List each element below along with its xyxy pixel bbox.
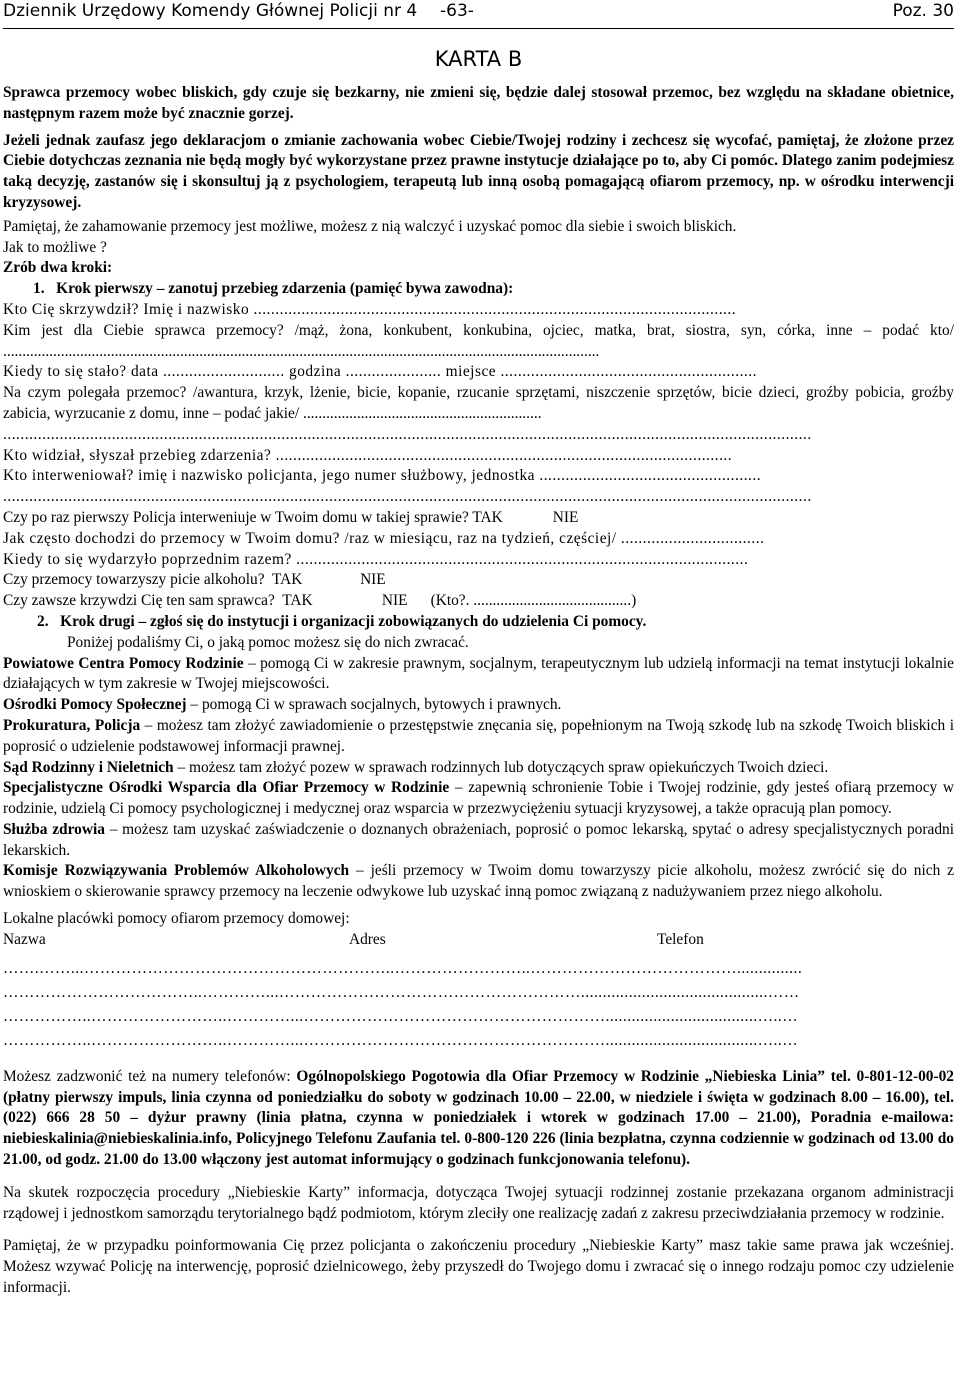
step1-q5: Kto widział, słyszał przebieg zdarzenia? ......................................................................................................... xyxy=(3,446,733,464)
local-row-2: ………………………………..…………...…………………………………………………...........................................…… xyxy=(3,983,800,1001)
institution-name: Prokuratura, Policja xyxy=(3,716,141,734)
local-row-1: …….……...…………………………………………………..……………………..…………………………………............... xyxy=(3,959,803,977)
closing-paragraph-2: Pamiętaj, że w przypadku poinformowania Cię przez policjanta o zakończeniu procedury „Niebieskie Karty” masz takie same prawa jak wcześniej. Możesz wzywać Policję na interwencję, poprosić dzielnicowego, żeby przyszedł do Twojego domu i zwracać się o innego rodzaju pomoc czy udzielenie informacji. xyxy=(3,1237,954,1297)
step2-heading: 2. Krok drugi – zgłoś się do instytucji i organizacji zobowiązanych do udzielenia Ci pomocy. xyxy=(37,612,647,630)
local-heading: Lokalne placówki pomocy ofiarom przemocy domowej: xyxy=(3,910,350,928)
institution-item xyxy=(3,716,954,758)
intro-paragraph-3: Pamiętaj, że zahamowanie przemocy jest możliwe, możesz z nią walczyć i uzyskać pomoc dla siebie i swoich bliskich. xyxy=(3,217,737,235)
institution-name: Służba zdrowia xyxy=(3,820,105,838)
local-row-4: ……………..……………………..…………...…………………………………………………...................................…..… xyxy=(3,1031,799,1049)
step2-subtitle: Poniżej podaliśmy Ci, o jaką pomoc możesz się do nich zwracać. xyxy=(67,633,469,651)
step1-q2: Kim jest dla Ciebie sprawca przemocy? /mąż, żona, konkubent, konkubina, ojciec, matka, brat, siostra, syn, córka, inne – podać kto/ ........................................................................................................................................................... xyxy=(3,321,954,360)
institution-description: – pomogą Ci w zakresie prawnym, socjalnym, terapeutycznym lub udzielą informacji na temat instytucji lokalnie działających w tym zakresie w Twojej miejscowości. xyxy=(3,654,954,693)
step1-q1: Kto Cię skrzywdził? Imię i nazwisko ............................................................................................................... xyxy=(3,300,737,318)
institution-item xyxy=(3,654,954,696)
institution-name: Specjalistyczne Ośrodki Wsparcia dla Ofiar Przemocy w Rodzinie xyxy=(3,779,450,797)
local-table-header xyxy=(3,930,954,951)
local-col-address: Adres xyxy=(349,930,386,948)
institutions-list xyxy=(3,654,954,904)
institution-item xyxy=(3,820,954,862)
local-col-name: Nazwa xyxy=(3,930,46,948)
page-header xyxy=(3,0,954,29)
closing-paragraph-1: Na skutek rozpoczęcia procedury „Niebieskie Karty” informacja, dotycząca Twojej sytuacji rodzinnej zostanie przekazana organom administracji rządowej i jednostkom samorządu terytorialnego bądź podmiotom, którym zleciły one realizację zadań z zakresu przeciwdziałania przemocy w rodzinie. xyxy=(3,1183,954,1222)
local-col-phone: Telefon xyxy=(657,930,704,948)
intro-two-steps: Zrób dwa kroki: xyxy=(3,259,113,277)
intro-paragraph-1: Sprawca przemocy wobec bliskich, gdy czuje się bezkarny, nie zmieni się, będzie dalej stosował przemoc, bez względu na składane obietnice, następnym razem może być znacznie gorzej. xyxy=(3,84,954,122)
step1-q4-dots: .......................................................................................................................................................................................... xyxy=(3,425,812,443)
institution-description: – zapewnią schronienie Tobie i Twojej rodzinie, gdy jesteś ofiarą przemocy w rodzinie, udzielą Ci pomocy psychologicznej i medycznej oraz wsparcia w przezwyciężeniu sytuacji kryzysowej, a także opracują plan pomocy. xyxy=(3,779,954,818)
step1-q3: Kiedy to się stało? data ............................ godzina ...................... miejsce ........................................................... xyxy=(3,363,757,381)
institution-description: – pomogą Ci w sprawach socjalnych, bytowych i prawnych. xyxy=(186,696,562,714)
intro-question: Jak to możliwe ? xyxy=(3,238,107,256)
institution-description: – możesz tam złożyć zawiadomienie o przestępstwie znęcania się, popełnionym na Twoją szkodę lub na szkodę Twoich bliskich i poprosić o udzielenie podstawowej informacji prawnej. xyxy=(3,716,954,755)
institution-description: – jeśli przemocy w Twoim domu towarzyszy picie alkoholu, możesz zwrócić się do nich z wnioskiem o skierowanie sprawcy przemocy na leczenie odwykowe lub uzyskać inną pomoc związaną z nadużywaniem przez niego alkoholu. xyxy=(3,862,955,901)
step1-q11: Czy zawsze krzywdzi Cię ten sam sprawca? TAK NIE (Kto?. .........................................) xyxy=(3,592,637,610)
intro-paragraph-2: Jeżeli jednak zaufasz jego deklaracjom o zmianie zachowania wobec Ciebie/Twojej rodziny i zechcesz się wycofać, pamiętaj, że złożone przez Ciebie dotychczas zeznania nie będą mogły być wykorzystane przez prawne instytucje działające po to, aby Ci pomóc. Dlatego zanim podejmiesz taką decyzję, zastanów się i skonsultuj ją z psychologiem, terapeutą lub inną osobą pomagającą ofiarom przemocy, np. w ośrodku interwencji kryzysowej. xyxy=(3,131,954,211)
institution-description: – możesz tam złożyć pozew w sprawach rodzinnych lub dotyczących spraw opiekuńczych Twoich dzieci. xyxy=(173,758,829,776)
institution-item xyxy=(3,758,954,779)
institution-item xyxy=(3,778,954,820)
institution-name: Sąd Rodzinny i Nieletnich xyxy=(3,758,174,776)
local-row-3: ……………..……………………..…………...…………………………………………………...................................…..… xyxy=(3,1007,799,1025)
step1-q6: Kto interweniował? imię i nazwisko policjanta, jego numer służbowy, jednostka ................................................... xyxy=(3,467,762,485)
institution-name: Powiatowe Centra Pomocy Rodzinie xyxy=(3,654,244,672)
institution-item xyxy=(3,861,954,903)
document-title: KARTA B xyxy=(434,47,523,71)
institution-name: Ośrodki Pomocy Społecznej xyxy=(3,696,187,714)
institution-name: Komisje Rozwiązywania Problemów Alkoholowych xyxy=(3,862,350,880)
institution-description: – możesz tam uzyskać zaświadczenie o doznanych obrażeniach, poprosić o pomoc lekarską, spytać o adresy specjalistycznych poradni lekarskich. xyxy=(3,820,954,859)
phones-paragraph: Możesz zadzwonić też na numery telefonów: Ogólnopolskiego Pogotowia dla Ofiar Przemocy w Rodzinie „Niebieska Linia” tel. 0-801-12-00-02 (płatny pierwszy impuls, linia czynna od poniedziałku do soboty w godzinach 10.00 – 22.00, w niedziele i święta w godzinach 8.00 – 16.00), tel. (022) 666 28 50 – dyżur prawny (linia płatna, czynna w poniedziałek i wtorek w godzinach 17.00 – 21.00), Poradnia e-mailowa: niebieskalinia@niebieskalinia.info, Policyjnego Telefonu Zaufania tel. 0-800-120 226 (linia bezpłatna, czynna codziennie w godzinach od 13.00 do 21.00, od godz. 21.00 do 13.00 włączony jest automat informujący o godzinach funkcjonowania telefonu). xyxy=(3,1067,954,1169)
step1-q9: Kiedy to się wydarzyło poprzednim razem? ........................................................................................................ xyxy=(3,550,749,568)
header-journal-title: Dziennik Urzędowy Komendy Głównej Policji nr 4 xyxy=(3,1,418,21)
step1-q10: Czy przemocy towarzyszy picie alkoholu? TAK NIE xyxy=(3,571,386,589)
header-page-number: -63- xyxy=(440,1,474,21)
header-position: Poz. 30 xyxy=(892,1,954,21)
step1-q8: Jak często dochodzi do przemocy w Twoim domu? /raz w miesiącu, raz na tydzień, częściej/ ................................. xyxy=(3,529,765,547)
step1-q7: Czy po raz pierwszy Policja interweniuje w Twoim domu w takiej sprawie? TAK NIE xyxy=(3,508,579,526)
document-body xyxy=(3,83,954,1299)
institution-item xyxy=(3,695,954,716)
step1-q4: Na czym polegała przemoc? /awantura, krzyk, lżenie, bicie, kopanie, rzucanie sprzętami, niszczenie sprzętów, bicie dzieci, groźby pobicia, groźby zabicia, wyrzucanie z domu, inne – podać jakie/ .............................................................. xyxy=(3,384,954,422)
step1-heading: 1. Krok pierwszy – zanotuj przebieg zdarzenia (pamięć bywa zawodna): xyxy=(33,280,514,298)
step1-q6-dots: .......................................................................................................................................................................................... xyxy=(3,488,812,506)
